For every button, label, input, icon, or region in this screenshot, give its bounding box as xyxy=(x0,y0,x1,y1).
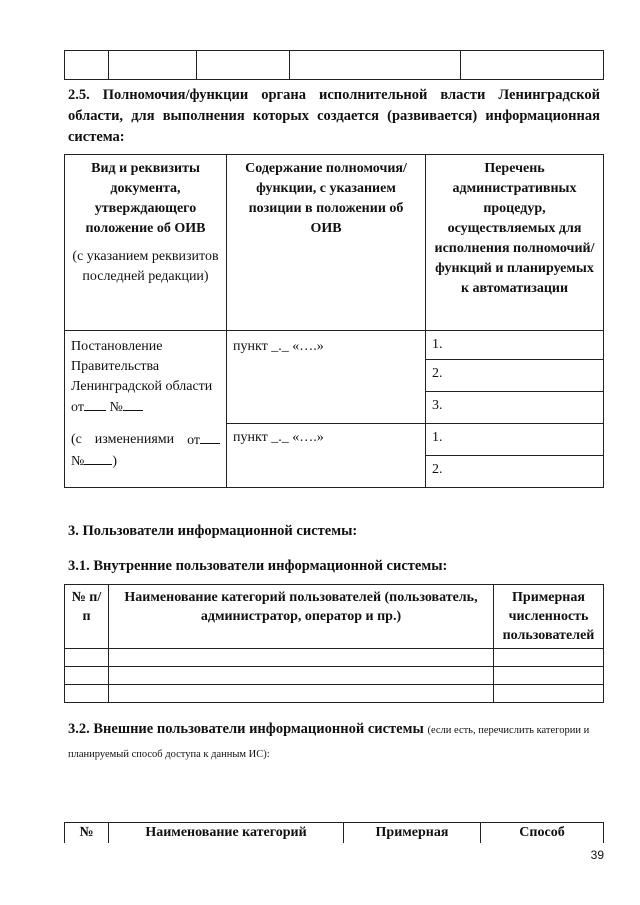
column-header-number: № xyxy=(65,823,109,844)
column-header-category: Наименование категорий пользователей (пользователь, администратор, оператор и пр.) xyxy=(109,585,494,649)
section-3-2-heading xyxy=(68,718,608,766)
table-cell xyxy=(290,51,461,80)
document-text: Постановление Правительства Ленинградской области xyxy=(71,339,213,394)
table-row xyxy=(65,331,604,360)
column-header-count: Примерная численность пользователей xyxy=(494,585,604,649)
table-cell xyxy=(109,51,197,80)
column-header-category: Наименование категорий xyxy=(109,823,344,844)
section-3-heading: 3. Пользователи информационной системы: xyxy=(68,523,358,539)
table-cell xyxy=(197,51,290,80)
table-row xyxy=(65,667,604,685)
procedure-cell: 2. xyxy=(426,456,604,488)
changes-word: изменениями xyxy=(94,432,175,447)
column-header-document-title: Вид и реквизиты документа, утверждающего положение об ОИВ xyxy=(85,161,206,236)
changes-close: ) xyxy=(112,454,118,469)
changes-line xyxy=(71,430,220,451)
table-header-row xyxy=(65,155,604,331)
procedure-cell: 1. xyxy=(426,424,604,456)
section-2-5-heading: 2.5. Полномочия/функции органа исполнительной власти Ленинградской области, для выполнения которых создается (развивается) информационная система: xyxy=(68,87,600,145)
column-header-approximate: Примерная xyxy=(344,823,481,844)
section-3-1-heading: 3.1. Внутренние пользователи информационной системы: xyxy=(68,558,448,574)
clause-cell-b: пункт _._ «….» xyxy=(227,424,426,488)
table-row xyxy=(65,649,604,667)
table-row xyxy=(65,685,604,703)
section-3-2-title: 3.2. Внешние пользователи информационной системы xyxy=(68,721,424,737)
powers-functions-table xyxy=(64,154,604,488)
previous-table-fragment xyxy=(64,50,604,80)
column-header-procedures: Перечень административных процедур, осуществляемых для исполнения полномочий/функций и планируемых к автоматизации xyxy=(426,155,604,331)
table-header-row xyxy=(65,585,604,649)
column-header-number: № п/п xyxy=(65,585,109,649)
column-header-document xyxy=(65,155,227,331)
number-label: № xyxy=(109,400,123,415)
blank-line xyxy=(200,430,220,444)
clause-cell-a: пункт _._ «….» xyxy=(227,331,426,424)
procedure-cell: 3. xyxy=(426,392,604,424)
blank-line xyxy=(84,451,112,465)
page-number: 39 xyxy=(590,848,604,862)
table-header-row xyxy=(65,823,604,844)
blank-line xyxy=(84,397,106,411)
column-header-document-note: (с указанием реквизитов последней редакции) xyxy=(72,249,219,284)
document-from-line xyxy=(71,397,220,418)
internal-users-table xyxy=(64,584,604,703)
table-cell xyxy=(461,51,604,80)
column-header-method: Способ xyxy=(481,823,604,844)
changes-from-label: от xyxy=(187,433,200,448)
procedure-cell: 1. xyxy=(426,331,604,360)
blank-line xyxy=(123,397,143,411)
changes-number-label: № xyxy=(71,454,85,469)
document-cell xyxy=(65,331,227,488)
table-row xyxy=(65,51,604,80)
column-header-content: Содержание полномочия/функции, с указанием позиции в положении об ОИВ xyxy=(227,155,426,331)
table-cell xyxy=(65,51,109,80)
from-label: от xyxy=(71,400,84,415)
external-users-table xyxy=(64,822,604,843)
changes-number-line xyxy=(71,451,220,472)
changes-prefix: (с xyxy=(71,432,82,447)
procedure-cell: 2. xyxy=(426,360,604,392)
section-3-2-note: (если есть, перечислить категории и планируемый способ доступа к данным ИС): xyxy=(68,725,590,760)
